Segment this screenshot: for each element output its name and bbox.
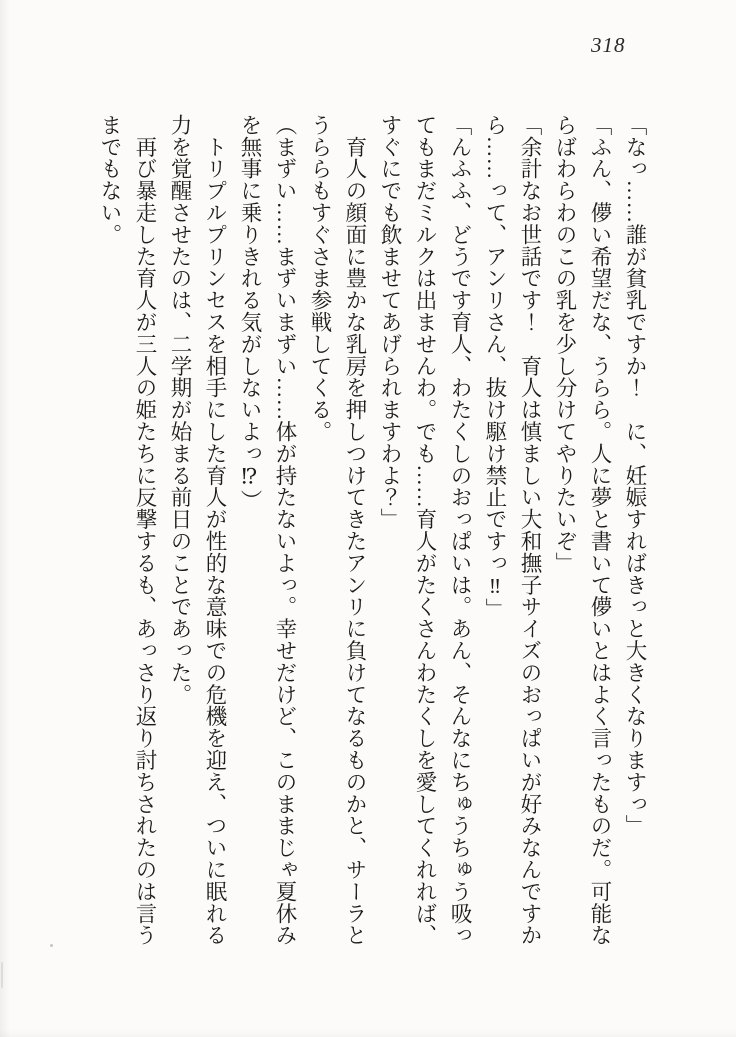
text-line: トリプルプリンセスを相手にした育人が性的な意味での危機を迎え、ついに眠れる bbox=[203, 114, 227, 947]
page-number: 318 bbox=[591, 33, 626, 57]
text-line: 再び暴走した育人が三人の姫たちに反撃するも、あっさり返り討ちされたのは言う bbox=[133, 114, 157, 947]
scan-edge-shade bbox=[0, 1029, 736, 1037]
text-line: 「余計なお世話です！ 育人は慎ましい大和撫子サイズのおっぱいが好みなんですか bbox=[518, 114, 542, 947]
text-line: ら……って、アンリさん、抜け駆け禁止ですっ‼」 bbox=[483, 114, 507, 621]
text-line: までもない。 bbox=[98, 114, 122, 246]
text-line: （まずい……まずいまずい……体が持たないよっ。幸せだけど、このままじゃ夏休み bbox=[273, 114, 297, 947]
scan-speck bbox=[50, 944, 53, 947]
text-line: うららもすぐさま参戦してくる。 bbox=[308, 114, 332, 443]
text-line: 「なっ……誰が貧乳ですか！ に、妊娠すればきっと大きくなりますっ」 bbox=[623, 114, 647, 837]
text-line: 育人の顔面に豊かな乳房を押しつけてきたアンリに負けてなるものかと、サーラと bbox=[343, 114, 367, 947]
text-line: を無事に乗りきれる気がしないよっ⁉） bbox=[238, 114, 262, 512]
scan-speck bbox=[1, 962, 3, 988]
text-line: 「んふふ、どうです育人、わたくしのおっぱいは。あん、そんなにちゅうちゅう吸っ bbox=[448, 114, 472, 947]
scan-edge-shade bbox=[0, 0, 10, 1037]
vertical-text-block bbox=[92, 114, 652, 954]
text-line: すぐにでも飲ませてあげられますわよ？」 bbox=[378, 114, 402, 531]
text-line: 「ふん、儚い希望だな、うらら。人に夢と書いて儚いとはよく言ったものだ。可能な bbox=[588, 114, 612, 947]
text-line: 力を覚醒させたのは、二学期が始まる前日のことであった。 bbox=[168, 114, 192, 706]
text-line: らばわらわのこの乳を少し分けてやりたいぞ」 bbox=[553, 114, 577, 574]
text-line: てもまだミルクは出ませんわ。でも……育人がたくさんわたくしを愛してくれれば、 bbox=[413, 114, 437, 947]
